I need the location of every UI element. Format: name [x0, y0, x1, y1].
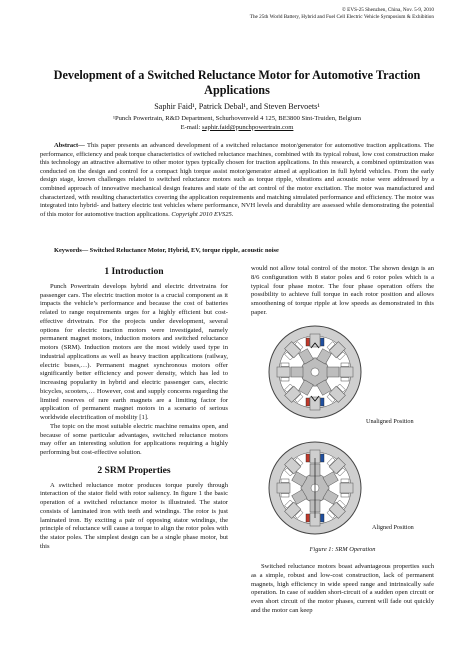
authors: Saphir Faid¹, Patrick Debal¹, and Steven Bervoets¹: [154, 102, 320, 111]
srm-paragraph-1: A switched reluctance motor produces torque purely through interaction of the stator field with rotor saliency. In figure 1 the basic operation of a switched reluctance motor is illustrated. The stator consists of laminated iron with teeth and windings. The rotor is just laminated iron. By exciting a pair of opposing stator windings, the principle of reluctance will cause a torque to align the rotor poles with the stator poles. The simplest design can be a single phase motor, but this: [40, 481, 228, 550]
affiliation-block: [40, 115, 434, 133]
label-aligned-position: Aligned Position: [372, 524, 414, 531]
email-link[interactable]: saphir.faid@punchpowertrain.com: [202, 123, 294, 131]
figure-caption: Figure 1: SRM Operation: [309, 546, 376, 553]
conference-header: [134, 7, 434, 21]
abstract: [40, 142, 434, 219]
srm-diagram: [251, 318, 434, 544]
email-label: E-mail:: [180, 123, 203, 131]
left-column: [40, 268, 228, 552]
motor-unaligned: [269, 326, 361, 418]
paper-title: Development of a Switched Reluctance Motor for Automotive Traction Applications: [53, 68, 421, 97]
abstract-text: This paper presents an advanced development of a switched reluctance motor/generator for automotive traction applications. The performance, efficiency and peak torque characteristics of switched reluctance machines, combined with its typical robust, low cost construction make this technology an attractive alternative to other motor types typically chosen for traction applications. In this research, a combined optimization was conducted on the design and control for a compact high torque assist motor/generator aimed at application in full hybrid vehicles. From the early design stage, known challenges related to switched reluctance motors such as torque ripple, vibrations and acoustic noise were addressed by a combined approach of innovative mechanical design features and state of the art control of the motor excitation. The motor was manufactured and characterized, with resulting characteristics covering the application requirements and matching simulated performance and efficiency. The motor was integrated into hybrid- and battery electric test vehicles where performance, NVH levels and durability are assessed while demonstrating the potential of this motor for automotive traction applications.: [40, 142, 434, 218]
affiliation: ¹Punch Powertrain, R&D Department, Schurhovenveld 4 125, BE3800 Sint-Truiden, Belgium: [112, 115, 362, 122]
abstract-label: Abstract—: [54, 142, 85, 149]
right-column-top: [251, 265, 434, 318]
copyright: Copyright 2010 EVS25.: [171, 210, 234, 218]
label-unaligned-position: Unaligned Position: [366, 418, 414, 425]
intro-paragraph-2: The topic on the most suitable electric machine remains open, and because of some particular advantages, switched reluctance motors may offer an interesting solution for applications requiring a highly performing but cost-effective solution.: [40, 422, 228, 456]
section-heading-introduction: 1 Introduction: [104, 266, 164, 277]
right-paragraph-2: Switched reluctance motors boast advantageous properties such as a simple, robust and low-cost construction, lack of permanent magnets, high efficiency in wide speed range and intrinsically safe operation. In case of sudden short-circuit of a sudden open circuit or even short circuit of the motor phases, current will fade out quickly and the motor can keep: [251, 563, 434, 614]
header-line-2: The 25th World Battery, Hybrid and Fuel Cell Electric Vehicle Symposium & Exhibition: [249, 14, 434, 20]
motor-aligned: [269, 442, 361, 534]
intro-paragraph-1: Punch Powertrain develops hybrid and electric drivetrains for passenger cars. The electric traction motor is a crucial component as it impacts the vehicle’s performance and because the cost of batteries related to range requirements urges for a highly efficient but cost-effective drivetrain. For the projects under development, several options for electric traction motors were investigated, namely permanent magnet motors, induction motors and switched reluctance motors (SRM). Induction motors are the most widely used type in industrial applications as well as heavy traction applications (railway, electric buses,…). Permanent magnet synchronous motors offer significantly better efficiency and power density, which has led to increasing popularity in hybrid and electric passenger cars, electric bicycles, scooters,… However, cost and supply concerns regarding the limited reserves of rare earth magnets are a limiting factor for application of permanent magnet motors in a scenario of serious worldwide electrification of mobility [1].: [40, 282, 228, 421]
keywords: Keywords— Switched Reluctance Motor, Hybrid, EV, torque ripple, acoustic noise: [54, 247, 279, 254]
right-paragraph-1: would not allow total control of the motor. The shown design is an 8/6 configuration with 8 stator poles and 6 rotor poles which is a typical four phase motor. The four phase operation offers the possibility to achieve full torque in each rotor position and allows smoothening of torque ripple at low speeds as demonstrated in this paper.: [251, 265, 434, 316]
srm-figure: [251, 318, 434, 544]
header-line-1: © EVS-25 Shenzhen, China, Nov. 5-9, 2010: [341, 7, 434, 13]
section-heading-srm: 2 SRM Properties: [97, 464, 171, 476]
email-line: [40, 124, 434, 133]
right-column-bottom: [251, 563, 434, 616]
